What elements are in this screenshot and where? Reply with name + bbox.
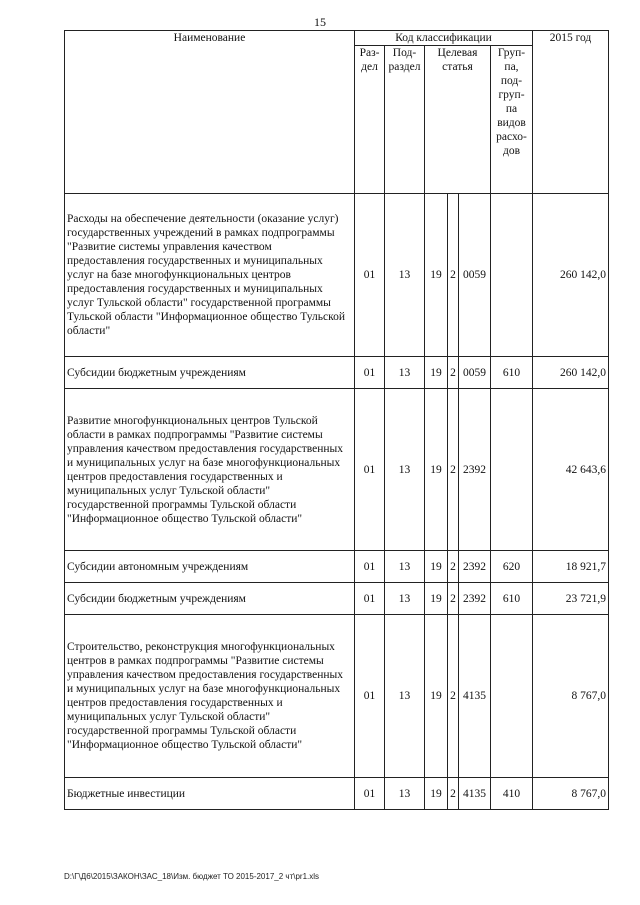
row-razdel: 01: [355, 389, 385, 551]
row-expense-group: 610: [491, 583, 533, 615]
table-row: [65, 357, 609, 389]
file-path-footer: D:\Г\Д6\2015\ЗАКОН\ЗАС_18\Изм. бюджет ТО 2015-2017_2 чт\pr1.xls: [64, 872, 320, 881]
header-text: Раз-: [359, 47, 380, 59]
row-expense-group: 620: [491, 551, 533, 583]
row-expense-group: [491, 615, 533, 778]
row-target-subprogram: 2: [448, 551, 459, 583]
header-text: статья: [442, 61, 473, 73]
header-text: дел: [361, 61, 378, 73]
row-target-program: 19: [425, 778, 448, 810]
row-target-code: 0059: [459, 194, 491, 357]
row-expense-group: 610: [491, 357, 533, 389]
row-amount: 260 142,0: [533, 194, 609, 357]
row-target-code: 2392: [459, 583, 491, 615]
row-razdel: 01: [355, 194, 385, 357]
row-target-subprogram: 2: [448, 389, 459, 551]
row-podrazdel: 13: [385, 551, 425, 583]
row-podrazdel: 13: [385, 194, 425, 357]
row-target-program: 19: [425, 551, 448, 583]
page-number: 15: [314, 15, 326, 29]
header-target: [425, 46, 491, 194]
header-text: Груп-: [497, 47, 526, 59]
row-expense-group: [491, 389, 533, 551]
header-razdel: [355, 46, 385, 194]
table-row: [65, 551, 609, 583]
header-text: расхо-: [496, 131, 527, 143]
row-target-subprogram: 2: [448, 194, 459, 357]
header-text: Под-: [392, 47, 417, 59]
table-row: [65, 778, 609, 810]
row-target-code: 2392: [459, 389, 491, 551]
table-row: [65, 194, 609, 357]
row-amount: 42 643,6: [533, 389, 609, 551]
header-text: видов: [497, 117, 526, 129]
row-target-program: 19: [425, 583, 448, 615]
row-target-subprogram: 2: [448, 615, 459, 778]
row-target-program: 19: [425, 615, 448, 778]
row-target-code: 2392: [459, 551, 491, 583]
row-razdel: 01: [355, 357, 385, 389]
row-target-program: 19: [425, 389, 448, 551]
header-text: под-: [500, 75, 523, 87]
row-expense-group: 410: [491, 778, 533, 810]
row-razdel: 01: [355, 583, 385, 615]
row-target-code: 4135: [459, 615, 491, 778]
row-expense-group: [491, 194, 533, 357]
row-podrazdel: 13: [385, 389, 425, 551]
row-name: Субсидии автономным учреждениям: [65, 551, 355, 583]
row-name: Расходы на обеспечение деятельности (оказание услуг) государственных учреждений в рамках подпрограммы "Развитие системы управления качеством предоставления государственных и муниципальных услуг на базе многофункциональных центров предоставления государственных и муниципальных услуг Тульской области" государственной программы Тульской области "Информационное общество Тульской области": [65, 194, 355, 357]
row-target-subprogram: 2: [448, 357, 459, 389]
header-podrazdel: [385, 46, 425, 194]
row-razdel: 01: [355, 551, 385, 583]
row-amount: 260 142,0: [533, 357, 609, 389]
row-podrazdel: 13: [385, 357, 425, 389]
row-razdel: 01: [355, 615, 385, 778]
header-text: па,: [504, 61, 519, 73]
row-razdel: 01: [355, 778, 385, 810]
row-amount: 8 767,0: [533, 615, 609, 778]
row-podrazdel: 13: [385, 778, 425, 810]
row-name: Строительство, реконструкция многофункциональных центров в рамках подпрограммы "Развитие системы управления качеством предоставления государственных и муниципальных услуг на базе многофункциональных центров предоставления государственных и муниципальных услуг Тульской области" государственной программы Тульской области "Информационное общество Тульской области": [65, 615, 355, 778]
header-group: [491, 46, 533, 194]
header-name: Наименование: [65, 31, 355, 194]
row-podrazdel: 13: [385, 583, 425, 615]
budget-table: [64, 30, 609, 810]
row-target-subprogram: 2: [448, 583, 459, 615]
header-text: Целевая: [437, 47, 478, 59]
row-name: Субсидии бюджетным учреждениям: [65, 583, 355, 615]
row-amount: 8 767,0: [533, 778, 609, 810]
row-target-code: 4135: [459, 778, 491, 810]
row-podrazdel: 13: [385, 615, 425, 778]
table-row: [65, 615, 609, 778]
header-year: 2015 год: [533, 31, 609, 194]
row-amount: 23 721,9: [533, 583, 609, 615]
row-name: Субсидии бюджетным учреждениям: [65, 357, 355, 389]
row-target-program: 19: [425, 357, 448, 389]
row-amount: 18 921,7: [533, 551, 609, 583]
row-name: Бюджетные инвестиции: [65, 778, 355, 810]
header-text: раздел: [388, 61, 421, 73]
header-text: па: [505, 103, 518, 115]
table-row: [65, 583, 609, 615]
header-code-group: Код классификации: [355, 31, 533, 46]
table-row: [65, 389, 609, 551]
header-text: груп-: [498, 89, 525, 101]
row-target-code: 0059: [459, 357, 491, 389]
row-name: Развитие многофункциональных центров Тульской области в рамках подпрограммы "Развитие системы управления качеством предоставления государственных и муниципальных услуг на базе многофункциональных центров предоставления государственных и муниципальных услуг Тульской области" государственной программы Тульской области "Информационное общество Тульской области": [65, 389, 355, 551]
row-target-program: 19: [425, 194, 448, 357]
row-target-subprogram: 2: [448, 778, 459, 810]
header-text: дов: [502, 145, 521, 157]
